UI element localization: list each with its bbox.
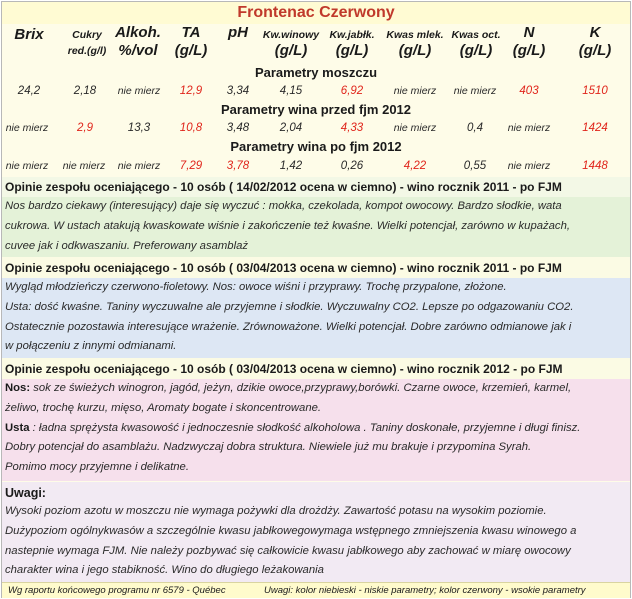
opinion-line: Dobry potencjał do asamblażu. Nadzwyczaj dobra struktura. Niewiele już mu brakuje i przypomina Syrah. xyxy=(5,441,532,454)
footer-source: Wg raportu końcowego programu nr 6579 - Québec xyxy=(8,585,226,596)
opinion-line: Wygląd młodzieńczy czerwono-fioletowy. Nos: owoce wiśni i przyprawy. Trochę przypalone, złożone. xyxy=(5,281,507,293)
cell-ta: 10,8 xyxy=(179,122,203,134)
cell-alkoh: 13,3 xyxy=(127,122,151,134)
uwagi-line: Dużypoziom ogólnykwasów a szczególnie kwasu jabłkowegowymaga wstępnego zmniejszenia kwasu winowego a xyxy=(5,524,577,537)
header-n: N xyxy=(523,24,535,41)
cell-kwas-mlek: nie mierz xyxy=(393,122,437,134)
opinion-line: cuvee jak i odkwaszaniu. Preferowany asamblaż xyxy=(5,239,249,252)
header-n-unit: (g/L) xyxy=(512,42,546,59)
cell-alkoh: nie mierz xyxy=(117,160,161,172)
header-kwas-mlek: Kwas mlek. xyxy=(386,29,444,41)
opinion-line xyxy=(5,379,629,399)
opinion-line: Usta: dość kwaśne. Taniny wyczuwalne ale przyjemne i słodkie. Wyczuwalny CO2. Lepsze po odgazowaniu CO2. xyxy=(5,300,574,313)
header-alkoh: Alkoh. xyxy=(115,24,161,41)
section-title-po: Parametry wina po fjm 2012 xyxy=(230,139,402,154)
opinion-line: Pomimo mocy przyjemne i delikatne. xyxy=(5,461,189,474)
opinion-line: cukrowa. W ustach atakują kwaskowate wiśnie i zakończenie też kwaśne. Wielki potencjał, zarówno w kupażach, xyxy=(5,219,571,232)
cell-brix: 24,2 xyxy=(17,85,41,97)
opinion-3-text xyxy=(5,379,629,478)
header-cukry-unit: red.(g/l) xyxy=(67,45,107,57)
opinion-line xyxy=(5,419,629,439)
cell-k: 1448 xyxy=(582,160,608,172)
usta-label: Usta xyxy=(5,421,30,434)
opinion-1-text xyxy=(5,197,629,256)
uwagi-heading: Uwagi: xyxy=(5,486,46,500)
header-kwas-mlek-unit: (g/L) xyxy=(398,42,432,59)
table-row-przed xyxy=(2,119,630,137)
cell-kw-winowy: 2,04 xyxy=(279,122,303,134)
header-kw-jablk: Kw.jabłk. xyxy=(329,29,375,41)
footer xyxy=(2,582,630,598)
cell-ta: 7,29 xyxy=(179,160,203,172)
nos-label: Nos: xyxy=(5,382,31,394)
opinion-line: żeliwo, trochę kurzu, mięso, Aromaty bogate i skoncentrowane. xyxy=(5,401,322,414)
header-kw-winowy-unit: (g/L) xyxy=(274,42,308,59)
cell-kwas-oct: 0,4 xyxy=(467,122,483,134)
table-row-moszcz xyxy=(2,82,630,100)
footer-legend: Uwagi: kolor niebieski - niskie parametry; kolor czerwony - wsokie parametry xyxy=(264,585,586,596)
cell-ph: 3,78 xyxy=(226,160,250,172)
header-kw-winowy: Kw.winowy xyxy=(262,29,320,41)
cell-kw-winowy: 4,15 xyxy=(279,85,303,97)
header-k: K xyxy=(589,24,601,41)
usta-text: : ładna sprężysta kwasowość i jednoczesnie słodkość alkoholowa . Taniny doskonałe, przyjemne i długi finisz. xyxy=(29,421,581,434)
cell-alkoh: nie mierz xyxy=(117,85,161,97)
header-kw-jablk-unit: (g/L) xyxy=(335,42,369,59)
cell-n: nie mierz xyxy=(507,122,551,134)
opinion-3-heading: Opinie zespołu oceniającego - 10 osób ( 03/04/2013 ocena w ciemno) - wino rocznik 2012 - po FJM xyxy=(5,362,563,376)
cell-kw-jablk: 6,92 xyxy=(340,85,364,97)
cell-brix: nie mierz xyxy=(5,160,49,172)
header-brix: Brix xyxy=(14,26,44,43)
header-ta-unit: (g/L) xyxy=(174,42,208,59)
cell-kwas-oct: nie mierz xyxy=(453,85,497,97)
cell-brix: nie mierz xyxy=(5,122,49,134)
table-row-po xyxy=(2,157,630,175)
opinion-line: Nos bardzo ciekawy (interesujący) daje się wyczuć : mokka, czekolada, kompot owocowy. Bardzo słodkie, wata xyxy=(5,200,562,212)
cell-kwas-mlek: 4,22 xyxy=(403,160,427,172)
cell-kw-jablk: 0,26 xyxy=(340,160,364,172)
opinion-1-heading: Opinie zespołu oceniającego - 10 osób ( 14/02/2012 ocena w ciemno) - wino rocznik 2011 - po FJM xyxy=(5,180,562,194)
title-bar xyxy=(2,2,630,24)
opinion-2-heading: Opinie zespołu oceniającego - 10 osób ( 03/04/2013 ocena w ciemno) - wino rocznik 2011 - po FJM xyxy=(5,261,562,275)
header-cukry: Cukry xyxy=(72,29,102,41)
opinion-line: w połączeniu z innymi odmianami. xyxy=(5,340,177,353)
cell-cukry: 2,9 xyxy=(77,122,93,134)
header-k-unit: (g/L) xyxy=(578,42,612,59)
report-sheet xyxy=(1,1,631,598)
uwagi-text xyxy=(5,502,629,581)
cell-ph: 3,48 xyxy=(226,122,250,134)
cell-kwas-oct: 0,55 xyxy=(463,160,487,172)
cell-kwas-mlek: nie mierz xyxy=(393,85,437,97)
cell-cukry: 2,18 xyxy=(73,85,97,97)
cell-kw-jablk: 4,33 xyxy=(340,122,364,134)
uwagi-line: Wysoki poziom azotu w moszczu nie wymaga pożywki dla drożdży. Zawartość potasu na wysokim poziomie. xyxy=(5,505,547,517)
cell-ta: 12,9 xyxy=(179,85,203,97)
header-kwas-oct-unit: (g/L) xyxy=(459,42,493,59)
cell-n: nie mierz xyxy=(507,160,551,172)
opinion-2-text xyxy=(5,278,629,357)
cell-kw-winowy: 1,42 xyxy=(279,160,303,172)
section-title-przed: Parametry wina przed fjm 2012 xyxy=(220,102,412,117)
header-ta: TA xyxy=(181,24,201,41)
nos-text: sok ze świeżych winogron, jagód, jeżyn, dzikie owoce,przyprawy,borówki. Czarne owoce, krzemień, karmel, xyxy=(30,382,572,394)
cell-cukry: nie mierz xyxy=(62,160,106,172)
header-alkoh-unit: %/vol xyxy=(118,42,158,59)
page-title: Frontenac Czerwony xyxy=(237,4,395,21)
section-title-moszcz: Parametry moszczu xyxy=(254,65,378,80)
cell-n: 403 xyxy=(519,85,539,97)
header-ph: pH xyxy=(228,24,248,41)
cell-k: 1424 xyxy=(582,122,608,134)
cell-ph: 3,34 xyxy=(226,85,250,97)
uwagi-line: charakter wina i jego stabikność. Wino do długiego leżakowania xyxy=(5,564,324,577)
opinion-line: Ostatecznie pozostawia interesujące wrażenie. Zrównoważone. Wielki potencjał. Dobre zarówno odmianowe jak i xyxy=(5,320,572,333)
uwagi-line: nastepnie wymaga FJM. Nie należy pozbywać się całkowicie kwasu jabłkowego aby zachować w miarę owocowy xyxy=(5,544,571,557)
cell-k: 1510 xyxy=(582,85,608,97)
header-kwas-oct: Kwas oct. xyxy=(451,29,501,41)
